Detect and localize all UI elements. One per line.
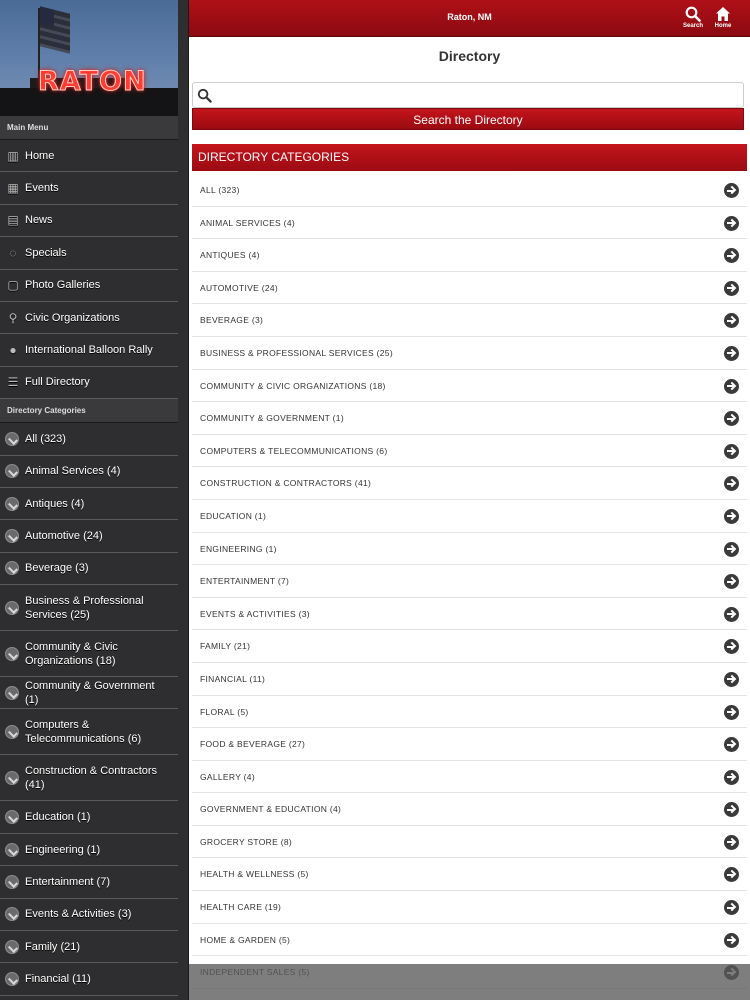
search-icon — [197, 88, 212, 103]
arrow-right-icon — [724, 411, 739, 426]
arrow-right-icon — [724, 802, 739, 817]
category-row[interactable] — [192, 728, 747, 761]
category-row[interactable] — [192, 370, 747, 403]
category-label: CONSTRUCTION & CONTRACTORS (41) — [200, 478, 372, 489]
category-label: FLORAL (5) — [200, 706, 249, 717]
sidebar-item-label: News — [25, 214, 53, 227]
sidebar-category-label: Community & Government (1) — [25, 679, 155, 706]
category-row[interactable] — [192, 500, 747, 533]
category-row[interactable] — [192, 304, 747, 337]
sidebar-category-label: Community & Civic Organizations (18) — [25, 640, 118, 667]
home-icon: ▥ — [7, 148, 19, 163]
sidebar-category-label: Computers & Telecommunications (6) — [25, 718, 142, 745]
sidebar-item-label: Events — [25, 182, 59, 195]
sidebar-item-news[interactable] — [0, 205, 178, 237]
search-directory-button[interactable]: Search the Directory — [192, 108, 744, 130]
sidebar-category-item[interactable] — [0, 488, 178, 520]
arrow-right-icon — [724, 770, 739, 785]
arrow-right-icon — [724, 313, 739, 328]
category-row[interactable] — [192, 239, 747, 272]
list-icon: ☰ — [7, 375, 19, 390]
arrow-right-icon — [724, 867, 739, 882]
category-label: ENGINEERING (1) — [200, 543, 277, 554]
directory-categories-header: Directory Categories — [0, 399, 178, 423]
org-chart-icon: ⚲ — [8, 310, 18, 325]
arrow-right-icon — [724, 216, 739, 231]
category-label: FOOD & BEVERAGE (27) — [200, 739, 306, 750]
sidebar-category-label: Financial (11) — [25, 973, 91, 986]
search-input[interactable] — [217, 85, 737, 105]
category-label: ENTERTAINMENT (7) — [200, 576, 290, 587]
sidebar-category-label: Engineering (1) — [25, 843, 101, 856]
arrow-right-icon — [724, 542, 739, 557]
category-label: FINANCIAL (11) — [200, 673, 266, 684]
arrow-right-icon — [724, 509, 739, 524]
raton-sign: RATON — [38, 66, 147, 97]
checkmark-circle-icon — [5, 725, 19, 739]
arrow-right-icon — [724, 705, 739, 720]
category-row[interactable] — [192, 467, 747, 500]
search-button[interactable] — [680, 6, 706, 29]
home-button[interactable] — [710, 6, 736, 29]
photo-icon: ▢ — [7, 278, 19, 293]
checkmark-circle-icon — [5, 561, 19, 575]
top-bar — [189, 0, 750, 37]
category-label: COMMUNITY & GOVERNMENT (1) — [200, 413, 344, 424]
sidebar-category-item[interactable] — [0, 423, 178, 455]
arrow-right-icon — [724, 444, 739, 459]
sidebar-category-label: Family (21) — [25, 940, 81, 953]
checkmark-circle-icon — [5, 686, 19, 700]
arrow-right-icon — [724, 346, 739, 361]
category-label: FAMILY (21) — [200, 641, 251, 652]
category-row[interactable] — [192, 663, 747, 696]
arrow-right-icon — [724, 183, 739, 198]
sidebar-item-label: Specials — [25, 246, 67, 259]
sidebar-item-label: International Balloon Rally — [25, 344, 153, 357]
sidebar-category-item[interactable] — [0, 931, 178, 963]
checkmark-circle-icon — [5, 601, 19, 615]
category-row[interactable] — [192, 207, 747, 240]
sidebar-item-events[interactable] — [0, 172, 178, 204]
sidebar-category-label: Business & Professional Services (25) — [25, 594, 144, 621]
sidebar-item-international-balloon-rally[interactable] — [0, 334, 178, 366]
category-label: HEALTH & WELLNESS (5) — [200, 869, 309, 880]
sidebar-category-list — [0, 423, 188, 996]
sidebar-category-item[interactable] — [0, 456, 178, 488]
checkmark-circle-icon — [5, 432, 19, 446]
arrow-right-icon — [724, 672, 739, 687]
sidebar-item-full-directory[interactable] — [0, 367, 178, 399]
category-row[interactable] — [192, 565, 747, 598]
newspaper-icon: ▤ — [7, 213, 19, 228]
checkmark-circle-icon — [5, 875, 19, 889]
main-content — [189, 37, 750, 1000]
sidebar-category-label: All (323) — [25, 432, 66, 445]
app-title: Raton, NM — [447, 12, 492, 22]
flag-image — [40, 6, 70, 53]
arrow-right-icon — [724, 379, 739, 394]
checkmark-circle-icon — [5, 843, 19, 857]
sidebar-category-label: Events & Activities (3) — [25, 908, 132, 921]
category-row[interactable] — [192, 793, 747, 826]
sidebar-item-label: Full Directory — [25, 376, 90, 389]
category-row[interactable] — [192, 337, 747, 370]
sidebar-category-item[interactable] — [0, 631, 178, 677]
calendar-icon: ▦ — [7, 181, 19, 196]
sidebar-category-label: Entertainment (7) — [25, 875, 110, 888]
page-title: Directory — [438, 48, 501, 64]
sidebar-category-item[interactable] — [0, 963, 178, 995]
search-button-label: Search — [682, 23, 703, 29]
sidebar-item-specials[interactable] — [0, 237, 178, 269]
arrow-right-icon — [724, 607, 739, 622]
checkmark-circle-icon — [5, 907, 19, 921]
category-row[interactable] — [192, 924, 747, 957]
category-row[interactable] — [192, 826, 747, 859]
checkmark-circle-icon — [5, 972, 19, 986]
arrow-right-icon — [724, 737, 739, 752]
category-row[interactable] — [192, 761, 747, 794]
category-row[interactable] — [192, 858, 747, 891]
sidebar-category-item[interactable] — [0, 677, 178, 709]
checkmark-circle-icon — [5, 647, 19, 661]
search-icon — [685, 6, 701, 22]
sidebar-category-item[interactable] — [0, 866, 178, 898]
categories-header: DIRECTORY CATEGORIES — [192, 144, 747, 171]
arrow-right-icon — [724, 574, 739, 589]
category-label: EDUCATION (1) — [200, 510, 267, 521]
category-row[interactable] — [192, 891, 747, 924]
sidebar-category-label: Education (1) — [25, 811, 91, 824]
category-row[interactable] — [192, 402, 747, 435]
checkmark-circle-icon — [5, 810, 19, 824]
category-row[interactable] — [192, 533, 747, 566]
category-row[interactable] — [192, 696, 747, 729]
search-field[interactable] — [192, 82, 744, 108]
sidebar-category-item[interactable] — [0, 801, 178, 833]
sidebar-category-item[interactable] — [0, 755, 178, 801]
sidebar-category-label: Construction & Contractors (41) — [25, 764, 158, 791]
sidebar-item-label: Home — [25, 149, 55, 162]
checkmark-circle-icon — [5, 529, 19, 543]
sidebar-category-item[interactable] — [0, 899, 178, 931]
balloon-icon: ● — [9, 343, 17, 358]
main-menu-list — [0, 140, 188, 399]
sidebar-category-item[interactable] — [0, 553, 178, 585]
sidebar — [0, 0, 189, 1000]
tag-icon: ◌ — [9, 245, 17, 260]
sidebar-category-item[interactable] — [0, 834, 178, 866]
category-label: ANIMAL SERVICES (4) — [200, 217, 295, 228]
bottom-overlay — [189, 964, 750, 1000]
home-button-label: Home — [714, 23, 732, 29]
home-icon — [715, 6, 731, 22]
category-label: ALL (323) — [200, 185, 240, 195]
arrow-right-icon — [724, 639, 739, 654]
checkmark-circle-icon — [5, 940, 19, 954]
sidebar-category-label: Antiques (4) — [25, 497, 85, 510]
checkmark-circle-icon — [5, 771, 19, 785]
category-label: GOVERNMENT & EDUCATION (4) — [200, 804, 342, 815]
checkmark-circle-icon — [5, 497, 19, 511]
sidebar-category-label: Beverage (3) — [25, 562, 89, 575]
hero-image — [0, 0, 178, 116]
checkmark-circle-icon — [5, 464, 19, 478]
sidebar-category-label: Animal Services (4) — [25, 465, 121, 478]
category-row[interactable] — [192, 630, 747, 663]
category-label: COMPUTERS & TELECOMMUNICATIONS (6) — [200, 445, 388, 456]
arrow-right-icon — [724, 248, 739, 263]
arrow-right-icon — [724, 281, 739, 296]
category-row[interactable] — [192, 435, 747, 468]
category-label: EVENTS & ACTIVITIES (3) — [200, 608, 310, 619]
arrow-right-icon — [724, 900, 739, 915]
category-label: AUTOMOTIVE (24) — [200, 282, 279, 293]
sidebar-item-label: Photo Galleries — [25, 279, 101, 292]
sidebar-item-home[interactable] — [0, 140, 178, 172]
arrow-right-icon — [724, 835, 739, 850]
category-list — [192, 174, 747, 989]
sidebar-category-label: Automotive (24) — [25, 529, 103, 542]
category-label: HEALTH CARE (19) — [200, 902, 282, 913]
sidebar-category-item[interactable] — [0, 585, 178, 631]
sidebar-category-item[interactable] — [0, 520, 178, 552]
category-label: ANTIQUES (4) — [200, 250, 260, 261]
sidebar-category-item[interactable] — [0, 709, 178, 755]
arrow-right-icon — [724, 933, 739, 948]
sidebar-item-photo-galleries[interactable] — [0, 270, 178, 302]
category-label: HOME & GARDEN (5) — [200, 934, 291, 945]
category-row[interactable] — [192, 272, 747, 305]
category-row[interactable] — [192, 598, 747, 631]
category-label: COMMUNITY & CIVIC ORGANIZATIONS (18) — [200, 380, 386, 391]
category-label: GROCERY STORE (8) — [200, 836, 293, 847]
category-label: BUSINESS & PROFESSIONAL SERVICES (25) — [200, 347, 393, 358]
main-menu-header: Main Menu — [0, 116, 178, 140]
sidebar-item-label: Civic Organizations — [25, 311, 120, 324]
category-row[interactable] — [192, 174, 747, 207]
sidebar-item-civic-organizations[interactable] — [0, 302, 178, 334]
category-label: BEVERAGE (3) — [200, 315, 264, 326]
category-label: GALLERY (4) — [200, 771, 255, 782]
arrow-right-icon — [724, 476, 739, 491]
